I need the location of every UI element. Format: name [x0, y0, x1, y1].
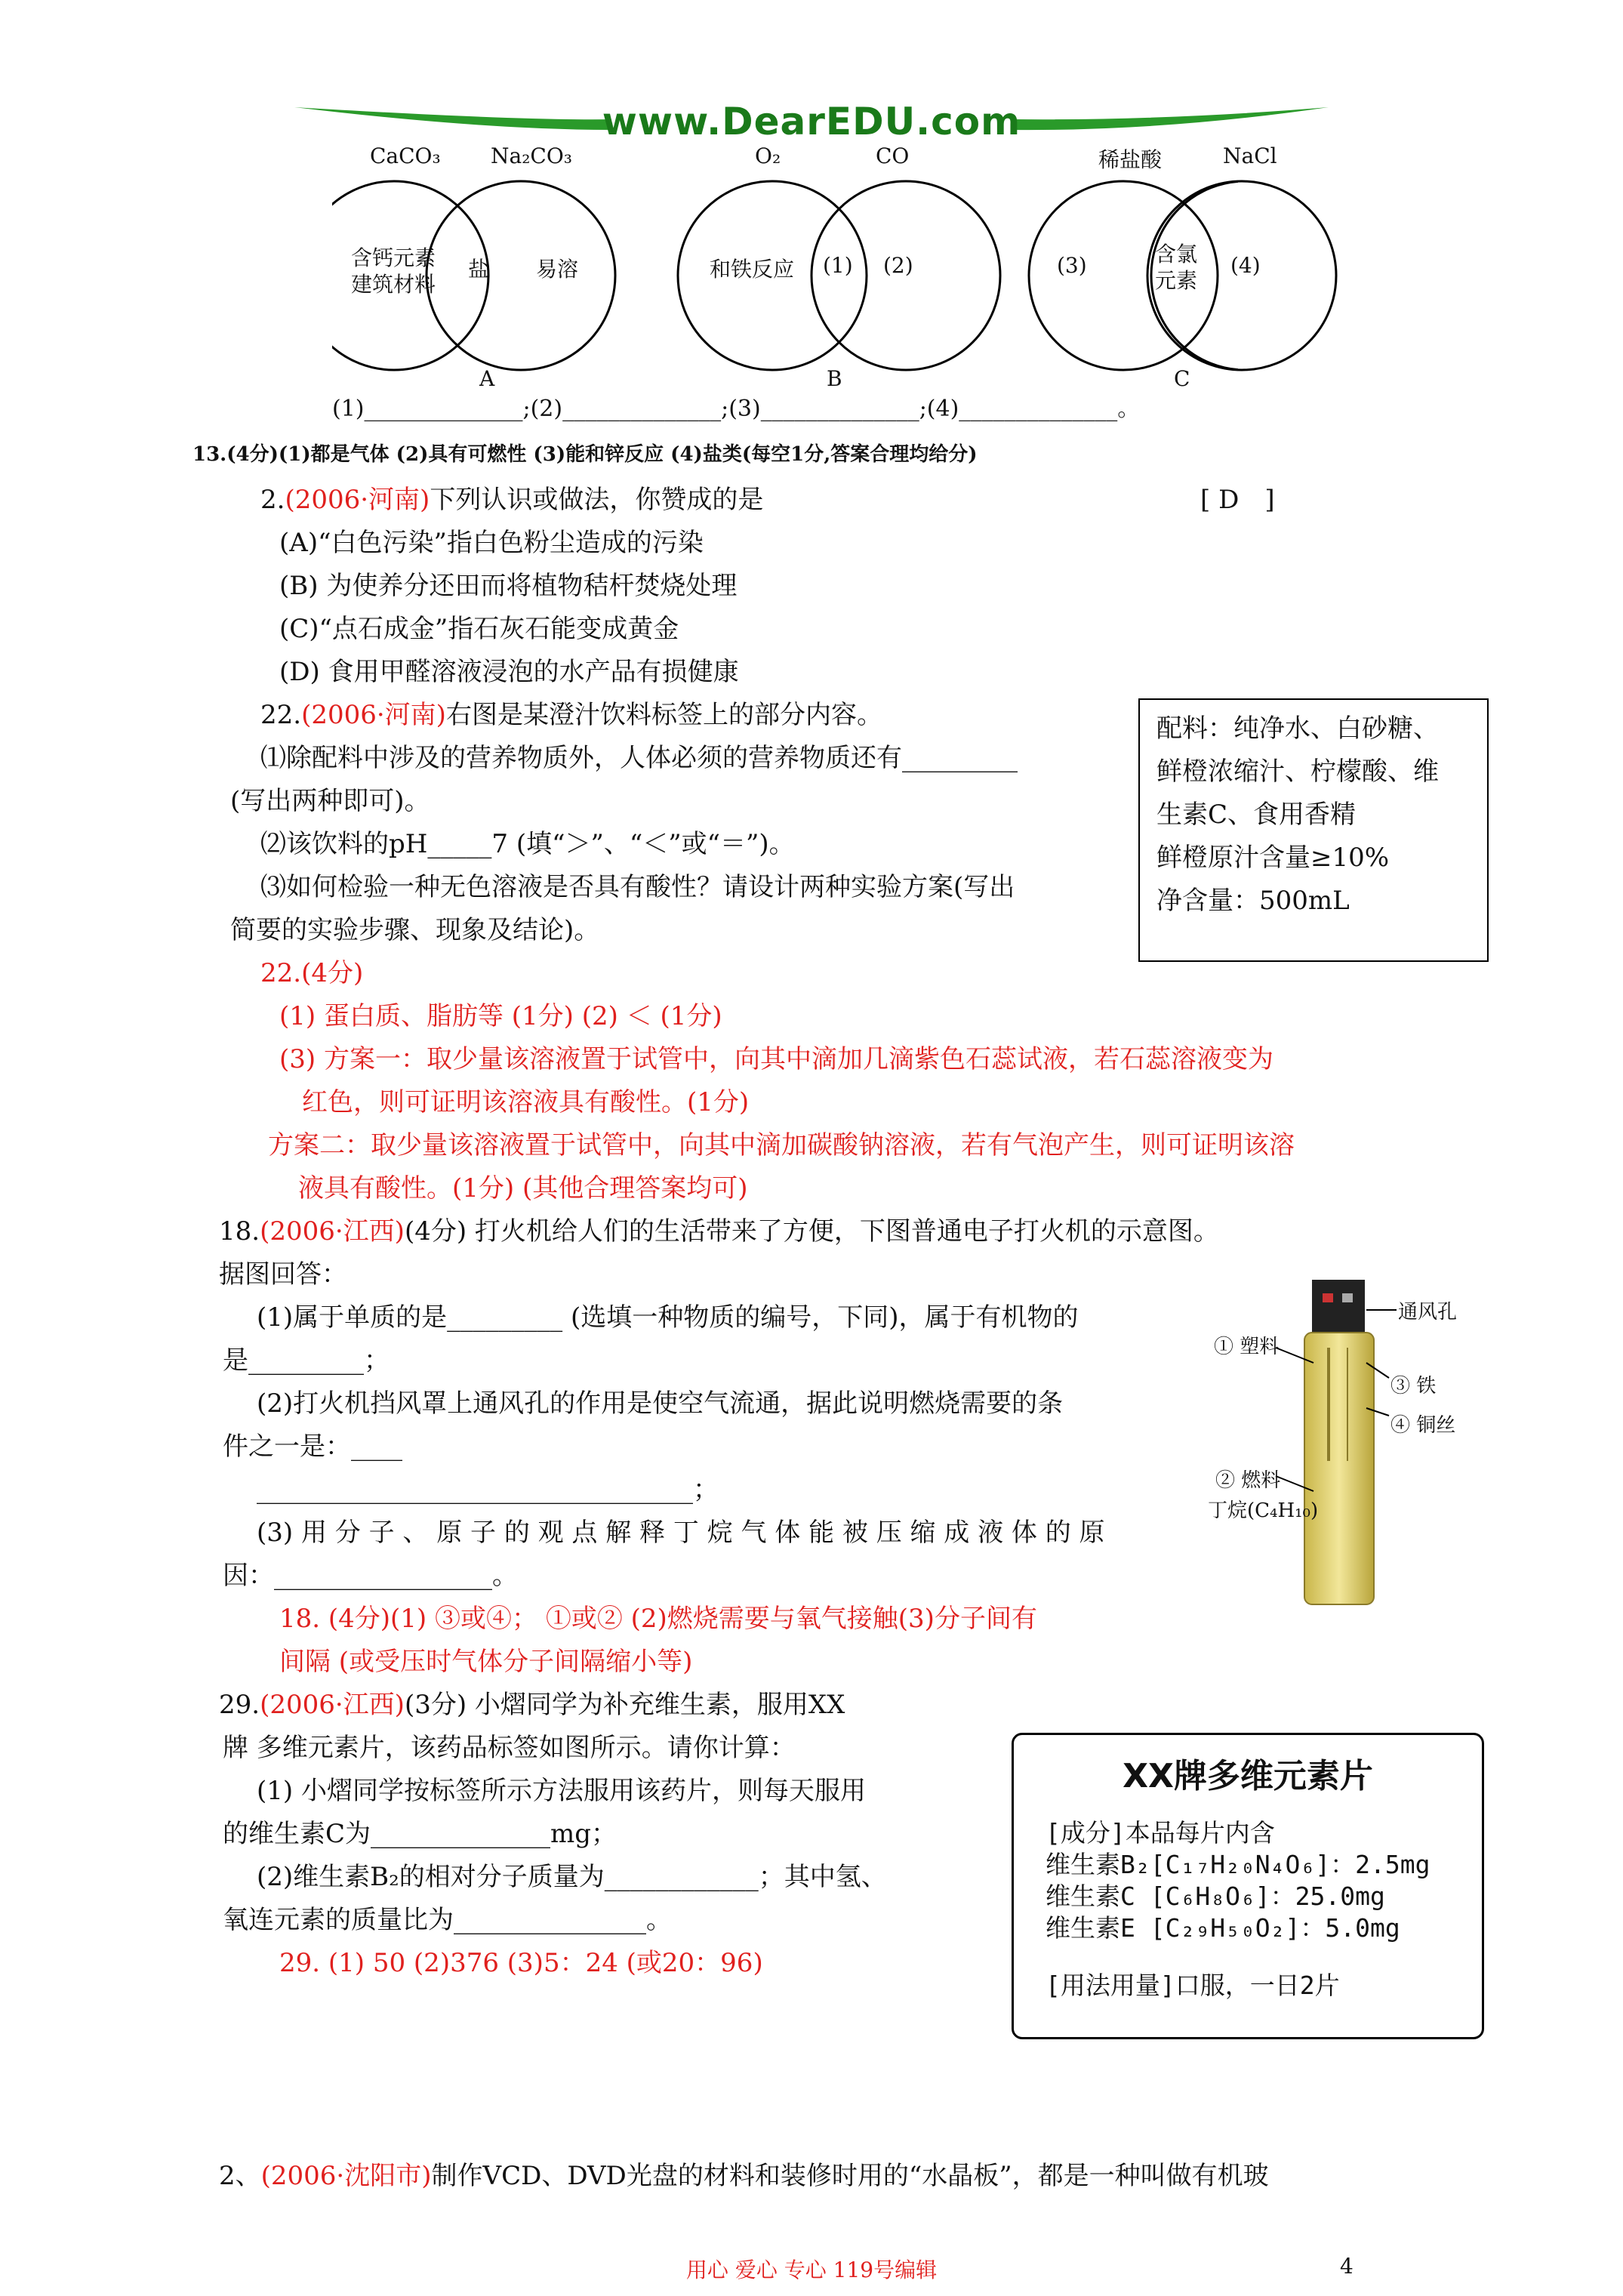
q2-option-c: (C)“点石成金”指石灰石能变成黄金 [279, 614, 679, 644]
vitamin-label-box [1012, 1733, 1484, 2039]
q29-line-3: 的维生素C为______________mg； [223, 1819, 617, 1849]
vitamin-label-title: XX牌多维元素片 [1123, 1757, 1373, 1795]
q22-label-line-1: 配料：纯净水、白砂糖、 [1156, 713, 1439, 744]
q22-label-line-4: 鲜橙原汁含量≥10% [1156, 843, 1390, 873]
q22-line-1: ⑴除配料中涉及的营养物质外，人体必须的营养物质还有_________ [260, 743, 1018, 773]
venn-c-right-text: (4) [1230, 253, 1261, 278]
q2b-source: (2006·沈阳市) [260, 2161, 432, 2191]
q2-stem-line [260, 483, 763, 516]
q29-line-2: (1) 小熠同学按标签所示方法服用该药片，则每天服用 [257, 1776, 866, 1806]
vitamin-label-l2: 维生素B₂[C₁₇H₂₀N₄O₆]：2.5mg [1046, 1850, 1431, 1879]
label-butane: 丁烷(C₄H₁₀) [1208, 1499, 1319, 1522]
label-fuel: ② 燃料 [1215, 1469, 1281, 1492]
q29-line-4: (2)维生素B₂的相对分子质量为____________；其中氢、 [257, 1862, 887, 1892]
q18-answer-1: 18. (4分)(1) ③或④； ①或② (2)燃烧需要与氧气接触(3)分子间有 [279, 1604, 1037, 1634]
q2-option-b: (B) 为使养分还田而将植物秸杆焚烧处理 [279, 571, 738, 601]
vitamin-label-l1: [成分]本品每片内含 [1046, 1818, 1275, 1848]
q2b-num: 2、 [219, 2161, 261, 2191]
q22-stem-line [260, 698, 882, 732]
venn-a-mid-text: 盐 [468, 257, 490, 282]
venn-a-right-text: 易溶 [536, 257, 579, 282]
q22-label-line-2: 鲜橙浓缩汁、柠檬酸、维 [1156, 757, 1439, 787]
page-number: 4 [1340, 2254, 1354, 2279]
q29-line-5: 氧连元素的质量比为_______________。 [223, 1905, 672, 1935]
q22-answer-3: (3) 方案一：取少量该溶液置于试管中，向其中滴加几滴紫色石蕊试液，若石蕊溶液变为 [279, 1044, 1273, 1074]
venn-c-right-label: NaCl [1223, 143, 1277, 168]
label-iron: ③ 铁 [1390, 1375, 1437, 1398]
venn-c-caption: C [1174, 366, 1190, 391]
q22-label-line-5: 净含量：500mL [1156, 886, 1350, 916]
venn-c-mid-text1: 含氯 [1155, 242, 1198, 267]
q18-line-1: 据图回答： [219, 1259, 347, 1290]
q18-line-2: (1)属于单质的是_________ (选填一种物质的编号，下同)，属于有机物的 [257, 1302, 1079, 1333]
q2-option-a: (A)“白色污染”指白色粉尘造成的污染 [279, 528, 704, 558]
q22-answer-6: 液具有酸性。(1分) (其他合理答案均可) [298, 1173, 748, 1203]
page-footer: 用心 爱心 专心 119号编辑 [685, 2257, 938, 2282]
venn-answer-line: 13.(4分)(1)都是气体 (2)具有可燃性 (3)能和锌反应 (4)盐类(每空1分,答案合理均给分) [192, 443, 978, 466]
q29-answer: 29. (1) 50 (2)376 (3)5：24 (或20：96) [279, 1948, 763, 1978]
q18-answer-2: 间隔 (或受压时气体分子间隔缩小等) [279, 1647, 693, 1677]
q2b-stem: 制作VCD、DVD光盘的材料和装修时用的“水晶板”，都是一种叫做有机玻 [431, 2161, 1269, 2191]
lighter-figure [1208, 1280, 1517, 1616]
q29-source: (2006·江西) [260, 1690, 405, 1720]
q22-line-2: (写出两种即可)。 [230, 786, 430, 816]
lighter-illustration [1215, 1280, 1517, 1616]
q22-stem: 右图是某澄汁饮料标签上的部分内容。 [445, 700, 882, 730]
q18-line-8: 因：_________________。 [223, 1561, 518, 1591]
q29-line-1: 牌 多维元素片，该药品标签如图所示。请你计算： [223, 1733, 796, 1763]
venn-a-left-text2: 建筑材料 [351, 272, 436, 297]
vitamin-label-l5: [用法用量]口服，一日2片 [1046, 1971, 1340, 2000]
q18-line-3: 是_________； [223, 1345, 390, 1376]
q2-source: (2006·河南) [285, 485, 430, 515]
venn-c-left-text: (3) [1057, 253, 1087, 278]
venn-b-caption: B [827, 366, 842, 391]
label-plastic: ① 塑料 [1214, 1336, 1280, 1358]
venn-b-right-label: CO [876, 143, 910, 168]
q18-num: 18. [219, 1216, 260, 1247]
venn-a-left-label: CaCO₃ [370, 143, 441, 168]
vitamin-label-l4: 维生素E [C₂₉H₅₀O₂]：5.0mg [1046, 1913, 1400, 1943]
q22-answer-1: 22.(4分) [260, 958, 364, 988]
venn-c-left-label: 稀盐酸 [1098, 147, 1163, 172]
q18-line-7: (3) 用 分 子 、 原 子 的 观 点 解 释 丁 烷 气 体 能 被 压 缩 成 液 体 的 原 [257, 1518, 1105, 1548]
venn-b-left-label: O₂ [755, 143, 781, 168]
q18-stem: (4分) 打火机给人们的生活带来了方便，下图普通电子打火机的示意图。 [404, 1216, 1219, 1247]
q22-line-4: ⑶如何检验一种无色溶液是否具有酸性？请设计两种实验方案(写出 [260, 872, 1015, 902]
q22-line-3: ⑵该饮料的pH_____7 (填“＞”、“＜”或“＝”)。 [260, 829, 795, 859]
label-copper: ④ 铜丝 [1390, 1414, 1456, 1437]
q2-answer: [ D ] [1200, 485, 1275, 515]
venn-blanks-line: (1)______________;(2)______________;(3)______________;(4)______________。 [332, 396, 1141, 422]
q18-line-5: 件之一是：____ [223, 1432, 402, 1462]
q22-answer-2: (1) 蛋白质、脂肪等 (1分) (2) ＜ (1分) [279, 1001, 722, 1031]
q18-line-6: __________________________________； [257, 1475, 719, 1505]
q29-num: 29. [219, 1690, 260, 1720]
q2-option-d: (D) 食用甲醛溶液浸泡的水产品有损健康 [279, 657, 739, 687]
q22-num: 22. [260, 700, 302, 730]
q22-source: (2006·河南) [301, 700, 446, 730]
q2-num: 2. [260, 485, 285, 515]
venn-c-mid-text2: 元素 [1155, 268, 1198, 293]
venn-a-right-label: Na₂CO₃ [491, 143, 573, 168]
venn-a-left-text1: 含钙元素 [351, 245, 436, 270]
q22-label-line-3: 生素C、食用香精 [1156, 800, 1357, 830]
q29-stem-line [219, 1688, 845, 1721]
venn-b-right-text: (2) [883, 253, 913, 278]
venn-a-caption: A [479, 366, 495, 391]
label-vent: 通风孔 [1398, 1301, 1458, 1324]
q29-stem: (3分) 小熠同学为补充维生素，服用XX [404, 1690, 845, 1720]
q22-label-box [1138, 698, 1489, 962]
q2-stem: 下列认识或做法，你赞成的是 [430, 485, 764, 515]
q22-answer-5: 方案二：取少量该溶液置于试管中，向其中滴加碳酸钠溶液，若有气泡产生，则可证明该溶 [268, 1130, 1295, 1160]
q22-line-5: 简要的实验步骤、现象及结论)。 [230, 915, 600, 945]
q2b-stem-line [219, 2159, 1269, 2193]
q18-line-4: (2)打火机挡风罩上通风孔的作用是使空气流通，据此说明燃烧需要的条 [257, 1388, 1064, 1419]
venn-b-mid-text: (1) [823, 253, 853, 278]
site-logo-text[interactable]: www.DearEDU.com [602, 100, 1021, 143]
q22-answer-4: 红色，则可证明该溶液具有酸性。(1分) [302, 1087, 750, 1117]
vitamin-label-l3: 维生素C [C₆H₈O₆]：25.0mg [1046, 1881, 1385, 1911]
q18-stem-line [219, 1215, 1219, 1248]
q18-source: (2006·江西) [260, 1216, 405, 1247]
venn-b-left-text: 和铁反应 [710, 257, 795, 282]
